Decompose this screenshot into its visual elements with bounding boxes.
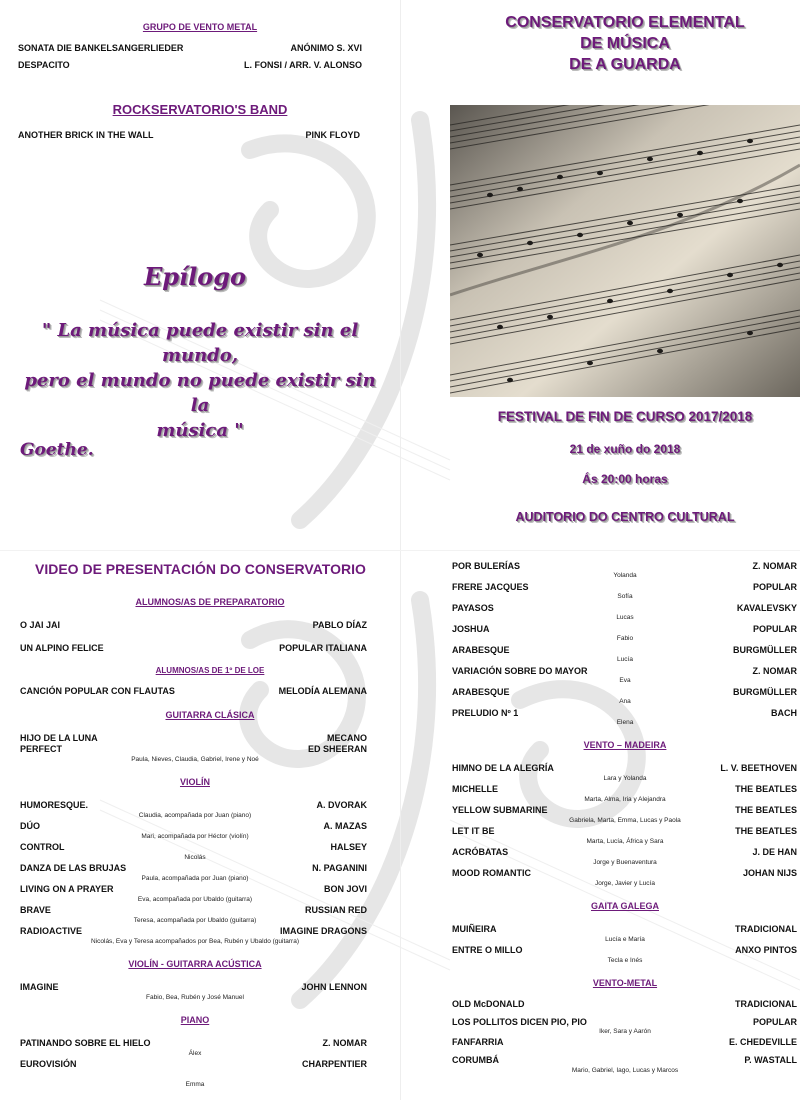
- section-1-loe: ALUMNOS/AS DE 1º DE LOE: [155, 666, 265, 675]
- performers-note: Fabio: [616, 635, 634, 642]
- program-title: FANFARRIA: [452, 1037, 504, 1047]
- performers-note: Iker, Sara y Aarón: [599, 1028, 651, 1035]
- program-author: BACH: [771, 708, 797, 718]
- program-author: POPULAR ITALIANA: [279, 643, 367, 653]
- program-author: MELODÍA ALEMANA: [278, 686, 367, 696]
- program-author: JOHAN NIJS: [742, 868, 797, 878]
- quote-text: [20, 318, 380, 443]
- program-author: IMAGINE DRAGONS: [279, 926, 367, 936]
- program-title: PRELUDIO Nº 1: [452, 708, 519, 718]
- program-author: HALSEY: [330, 842, 367, 852]
- program-title: DÚO: [20, 821, 40, 831]
- program-author: BON JOVI: [323, 884, 367, 894]
- program-title: EUROVISIÓN: [20, 1059, 77, 1069]
- program-author: L. V. BEETHOVEN: [720, 763, 797, 773]
- program-author: BURGMÜLLER: [733, 645, 797, 655]
- program-title: UN ALPINO FELICE: [20, 643, 104, 653]
- program-title: CONTROL: [20, 842, 65, 852]
- performers-note: Paula, Nieves, Claudia, Gabriel, Irene y Noé: [131, 756, 259, 763]
- program-title: CORUMBÁ: [452, 1055, 499, 1065]
- program-title: YELLOW SUBMARINE: [452, 805, 548, 815]
- quote-line: pero el mundo no puede existir sin la: [24, 370, 376, 416]
- program-author: MECANO: [327, 733, 367, 743]
- program-title: VARIACIÓN SOBRE DO MAYOR: [452, 666, 588, 676]
- section-gaita-galega: GAITA GALEGA: [591, 901, 659, 911]
- performers-note: Eva, acompañada por Ubaldo (guitarra): [137, 896, 253, 903]
- program-title: PAYASOS: [452, 603, 494, 613]
- program-title: LIVING ON A PRAYER: [20, 884, 114, 894]
- performers-note: Claudia, acompañada por Juan (piano): [138, 812, 252, 819]
- program-author: TRADICIONAL: [735, 924, 797, 934]
- section-violin-guitarra: VIOLÍN - GUITARRA ACÚSTICA: [128, 959, 262, 969]
- performers-note: Marta, Alma, Iria y Alejandra: [584, 796, 666, 803]
- program-author: PABLO DÍAZ: [312, 620, 367, 630]
- performers-note: Eva: [619, 677, 631, 684]
- section-rockservatorio-band: ROCKSERVATORIO'S BAND: [112, 102, 288, 117]
- program-author: A. MAZAS: [323, 821, 367, 831]
- section-vento-metal: VENTO-METAL: [592, 978, 658, 988]
- program-author: POPULAR: [752, 624, 797, 634]
- program-title: DESPACITO: [18, 60, 70, 70]
- program-author: POPULAR: [752, 582, 797, 592]
- page-fold-horizontal: [0, 550, 800, 551]
- program-author: TRADICIONAL: [735, 999, 797, 1009]
- performers-note: Elena: [616, 719, 634, 726]
- festival-date: 21 de xuño do 2018: [569, 442, 681, 456]
- performers-note: Lara y Yolanda: [603, 775, 647, 782]
- program-title: MOOD ROMANTIC: [452, 868, 531, 878]
- section-preparatorio: ALUMNOS/AS DE PREPARATORIO: [135, 597, 285, 607]
- program-author: E. CHEDEVILLE: [728, 1037, 797, 1047]
- program-author: JOHN LENNON: [301, 982, 367, 992]
- program-title: PERFECT: [20, 744, 63, 754]
- performers-note: Lucas: [616, 614, 634, 621]
- program-title: FRERE JACQUES: [452, 582, 529, 592]
- program-author: ED SHEERAN: [307, 744, 367, 754]
- performers-note: Ana: [619, 698, 631, 705]
- quote-line: " La música puede existir sin el mundo,: [41, 320, 359, 366]
- program-title: RADIOACTIVE: [20, 926, 83, 936]
- performers-note: Lucía: [617, 656, 633, 663]
- conservatory-title: [450, 12, 800, 75]
- epilogue-title: Epílogo: [143, 262, 247, 291]
- program-title: IMAGINE: [20, 982, 59, 992]
- program-author: L. FONSI / ARR. V. ALONSO: [243, 60, 362, 70]
- performers-note: Fabio, Bea, Rubén y José Manuel: [146, 994, 244, 1001]
- program-title: ACRÓBATAS: [452, 847, 509, 857]
- program-author: THE BEATLES: [735, 784, 797, 794]
- program-author: CHARPENTIER: [301, 1059, 367, 1069]
- program-title: HUMORESQUE.: [20, 800, 89, 810]
- performers-note: Yolanda: [613, 572, 637, 579]
- performers-note: Paula, acompañada por Juan (piano): [141, 875, 249, 882]
- program-title: ARABESQUE: [452, 687, 510, 697]
- program-author: Z. NOMAR: [752, 666, 797, 676]
- program-title: O JAI JAI: [20, 620, 61, 630]
- program-author: BURGMÜLLER: [733, 687, 797, 697]
- section-guitarra-clasica: GUITARRA CLÁSICA: [165, 710, 255, 720]
- program-author: A. DVORAK: [316, 800, 367, 810]
- program-author: Z. NOMAR: [322, 1038, 367, 1048]
- program-title: DANZA DE LAS BRUJAS: [20, 863, 127, 873]
- program-author: ANXO PINTOS: [735, 945, 797, 955]
- program-title: ARABESQUE: [452, 645, 510, 655]
- title-line: DE A GUARDA: [569, 56, 681, 73]
- performers-note: Teresa, acompañada por Ubaldo (guitarra): [133, 917, 257, 924]
- performers-note: Tecla e Inés: [607, 957, 643, 964]
- section-piano: PIANO: [180, 1015, 210, 1025]
- program-title: LOS POLLITOS DICEN PIO, PIO: [452, 1017, 587, 1027]
- performers-note: Lucía e María: [605, 936, 645, 943]
- program-author: RUSSIAN RED: [304, 905, 367, 915]
- performers-note: Marta, Lucía, África y Sara: [586, 838, 664, 845]
- quote-author: Goethe.: [20, 440, 94, 460]
- program-author: Z. NOMAR: [752, 561, 797, 571]
- program-title: LET IT BE: [452, 826, 495, 836]
- performers-note: Mario, Gabriel, Iago, Lucas y Marcos: [571, 1067, 679, 1074]
- program-title: SONATA DIE BANKELSANGERLIEDER: [18, 43, 184, 53]
- section-vento-madeira: VENTO – MADEIRA: [583, 740, 667, 750]
- program-author: J. DE HAN: [752, 847, 797, 857]
- program-author: PINK FLOYD: [305, 130, 360, 140]
- program-title: HIJO DE LA LUNA: [20, 733, 98, 743]
- program-author: N. PAGANINI: [312, 863, 367, 873]
- title-line: CONSERVATORIO ELEMENTAL: [505, 14, 745, 31]
- sheet-music-photo: [450, 105, 800, 397]
- program-title: JOSHUA: [452, 624, 490, 634]
- program-title: POR BULERÍAS: [452, 561, 521, 571]
- program-author: KAVALEVSKY: [736, 603, 797, 613]
- program-title: MICHELLE: [452, 784, 498, 794]
- performers-note: Mari, acompañada por Héctor (violín): [141, 833, 249, 840]
- performers-note: Nicolás, Eva y Teresa acompañados por Bea, Rubén y Ubaldo (guitarra): [91, 938, 299, 945]
- section-grupo-vento-metal: GRUPO DE VENTO METAL: [142, 22, 258, 32]
- festival-title: FESTIVAL DE FIN DE CURSO 2017/2018: [497, 409, 753, 424]
- program-title: CANCIÓN POPULAR CON FLAUTAS: [20, 686, 175, 696]
- festival-time: Ás 20:00 horas: [582, 472, 668, 486]
- performers-note: Emma: [185, 1081, 205, 1088]
- title-line: DE MÚSICA: [580, 35, 670, 52]
- quote-line: música ": [156, 420, 244, 441]
- program-title: HIMNO DE LA ALEGRÍA: [452, 763, 554, 773]
- program-title: PATINANDO SOBRE EL HIELO: [20, 1038, 151, 1048]
- program-title: MUIÑEIRA: [452, 924, 497, 934]
- performers-note: Gabriela, Marta, Emma, Lucas y Paola: [569, 817, 681, 824]
- program-title: BRAVE: [20, 905, 51, 915]
- program-author: THE BEATLES: [735, 805, 797, 815]
- program-title: OLD McDONALD: [452, 999, 525, 1009]
- performers-note: Sofía: [617, 593, 633, 600]
- program-author: ANÓNIMO S. XVI: [290, 43, 362, 53]
- performers-note: Álex: [188, 1050, 202, 1057]
- section-violin: VIOLÍN: [179, 777, 210, 787]
- program-author: THE BEATLES: [735, 826, 797, 836]
- performers-note: Nicolás: [184, 854, 206, 861]
- performers-note: Jorge y Buenaventura: [593, 859, 657, 866]
- video-heading: VIDEO DE PRESENTACIÓN DO CONSERVATORIO: [35, 561, 366, 577]
- program-author: POPULAR: [752, 1017, 797, 1027]
- performers-note: Jorge, Javier y Lucía: [595, 880, 655, 887]
- festival-venue: AUDITORIO DO CENTRO CULTURAL: [515, 510, 735, 524]
- program-author: P. WASTALL: [744, 1055, 797, 1065]
- program-title: ANOTHER BRICK IN THE WALL: [18, 130, 154, 140]
- program-title: ENTRE O MILLO: [452, 945, 523, 955]
